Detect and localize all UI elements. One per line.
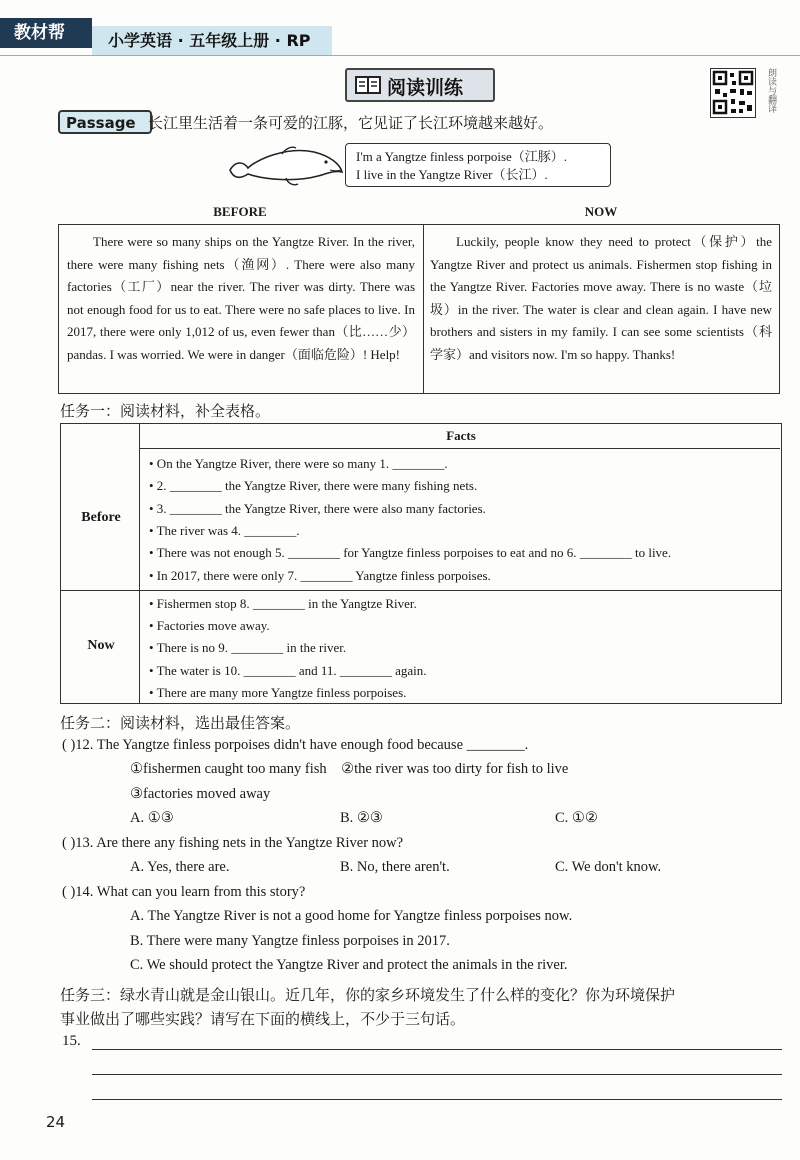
task3-title: 任务三：绿水青山就是金山银山。近几年，你的家乡环境发生了什么样的变化？你为环境保护: [60, 986, 676, 1004]
qr-code-icon[interactable]: [710, 68, 756, 118]
section-banner: [345, 68, 495, 102]
book-icon: [355, 75, 381, 95]
task3-title-cont: 事业做出了哪些实践？请写在下面的横线上，不少于三句话。: [60, 1010, 466, 1028]
table-divider: [423, 225, 424, 393]
question-14: ( )14. What can you learn from this story?: [62, 884, 306, 900]
qr-label: 朗读与翻译: [766, 68, 776, 113]
task1-title: 任务一：阅读材料，补全表格。: [60, 402, 271, 420]
fact-item: • 3. ________ the Yangtze River, there were also many factories.: [149, 501, 486, 516]
fact-item: • 2. ________ the Yangtze River, there were many fishing nets.: [149, 478, 478, 493]
question-15-number: 15.: [62, 1033, 81, 1049]
now-label: Now: [87, 638, 115, 653]
fact-item: • There are many more Yangtze finless porpoises.: [149, 685, 407, 700]
fact-item: • Factories move away.: [149, 618, 270, 633]
facts-header: Facts: [446, 428, 476, 443]
bubble-line: I live in the Yangtze River（长江）.: [356, 167, 548, 182]
question-12-statements: ①fishermen caught too many fish ②the river was too dirty for fish to live: [130, 761, 569, 777]
fact-item: • There is no 9. ________ in the river.: [149, 640, 347, 655]
option-c[interactable]: C. We don't know.: [555, 859, 662, 875]
before-text: There were so many ships on the Yangtze River. In the river, there were many fishing nets（渔网）. There were also many factories（工厂）near the river. The river was dirty. There was not enough food for us to eat. There were no safe places to live. In 2017, there were only 1,012 of us, even fewer than（比……少）pandas. I was worried. We were in danger（面临危险）! Help!: [67, 234, 415, 362]
fact-item: • In 2017, there were only 7. ________ Yangtze finless porpoises.: [149, 568, 491, 583]
page-header: [0, 0, 800, 58]
porpoise-illustration-icon: [226, 140, 346, 190]
option-a[interactable]: A. ①③: [130, 810, 174, 826]
table-divider: [139, 448, 780, 449]
now-heading: NOW: [584, 204, 618, 219]
bubble-line: I'm a Yangtze finless porpoise（江豚）.: [356, 149, 568, 164]
option-b[interactable]: B. There were many Yangtze finless porpoises in 2017.: [130, 933, 450, 949]
option-a[interactable]: A. Yes, there are.: [130, 859, 230, 875]
brand-label: 教材帮: [0, 18, 92, 48]
writing-line[interactable]: [92, 1074, 782, 1075]
facts-table: [60, 423, 782, 704]
fact-item: • There was not enough 5. ________ for Yangtze finless porpoises to eat and no 6. ________ to live.: [149, 545, 672, 560]
passage-tag: [58, 110, 152, 134]
before-now-table: [58, 224, 780, 394]
option-b[interactable]: B. No, there aren't.: [340, 859, 450, 875]
fact-item: • The river was 4. ________.: [149, 523, 300, 538]
now-text: Luckily, people know they need to protect（保护）the Yangtze River and protect us animals. Fishermen stop fishing in the Yangtze River. Factories move away. There is no waste（垃圾）in the river. The water is clear and clean again. I have new brothers and sisters in my family. I can see some scientists（科学家）and visitors now. I'm so happy. Thanks!: [430, 234, 772, 362]
option-c[interactable]: C. We should protect the Yangtze River and protect the animals in the river.: [130, 957, 568, 973]
option-c[interactable]: C. ①②: [555, 810, 598, 826]
option-b[interactable]: B. ②③: [340, 810, 383, 826]
table-divider: [61, 590, 781, 591]
book-title: 小学英语 · 五年级上册 · RP: [92, 26, 332, 56]
option-a[interactable]: A. The Yangtze River is not a good home for Yangtze finless porpoises now.: [130, 908, 573, 924]
fact-item: • The water is 10. ________ and 11. ________ again.: [149, 663, 427, 678]
speech-bubble: [345, 143, 611, 187]
table-divider: [139, 424, 140, 703]
section-title: 阅读训练: [387, 77, 464, 99]
question-12-statements: ③factories moved away: [130, 786, 271, 802]
task2-title: 任务二：阅读材料，选出最佳答案。: [60, 714, 301, 732]
passage-tag-label: Passage: [66, 114, 136, 132]
writing-line[interactable]: [92, 1099, 782, 1100]
page-number: 24: [46, 1113, 66, 1131]
fact-item: • Fishermen stop 8. ________ in the Yangtze River.: [149, 596, 417, 611]
question-12: ( )12. The Yangtze finless porpoises didn't have enough food because ________.: [62, 737, 529, 753]
header-divider: [0, 55, 800, 56]
before-heading: BEFORE: [213, 204, 267, 219]
question-13: ( )13. Are there any fishing nets in the Yangtze River now?: [62, 835, 404, 851]
passage-description: 长江里生活着一条可爱的江豚，它见证了长江环境越来越好。: [148, 114, 554, 132]
writing-line[interactable]: [92, 1049, 782, 1050]
before-label: Before: [81, 510, 121, 525]
fact-item: • On the Yangtze River, there were so many 1. ________.: [149, 456, 448, 471]
